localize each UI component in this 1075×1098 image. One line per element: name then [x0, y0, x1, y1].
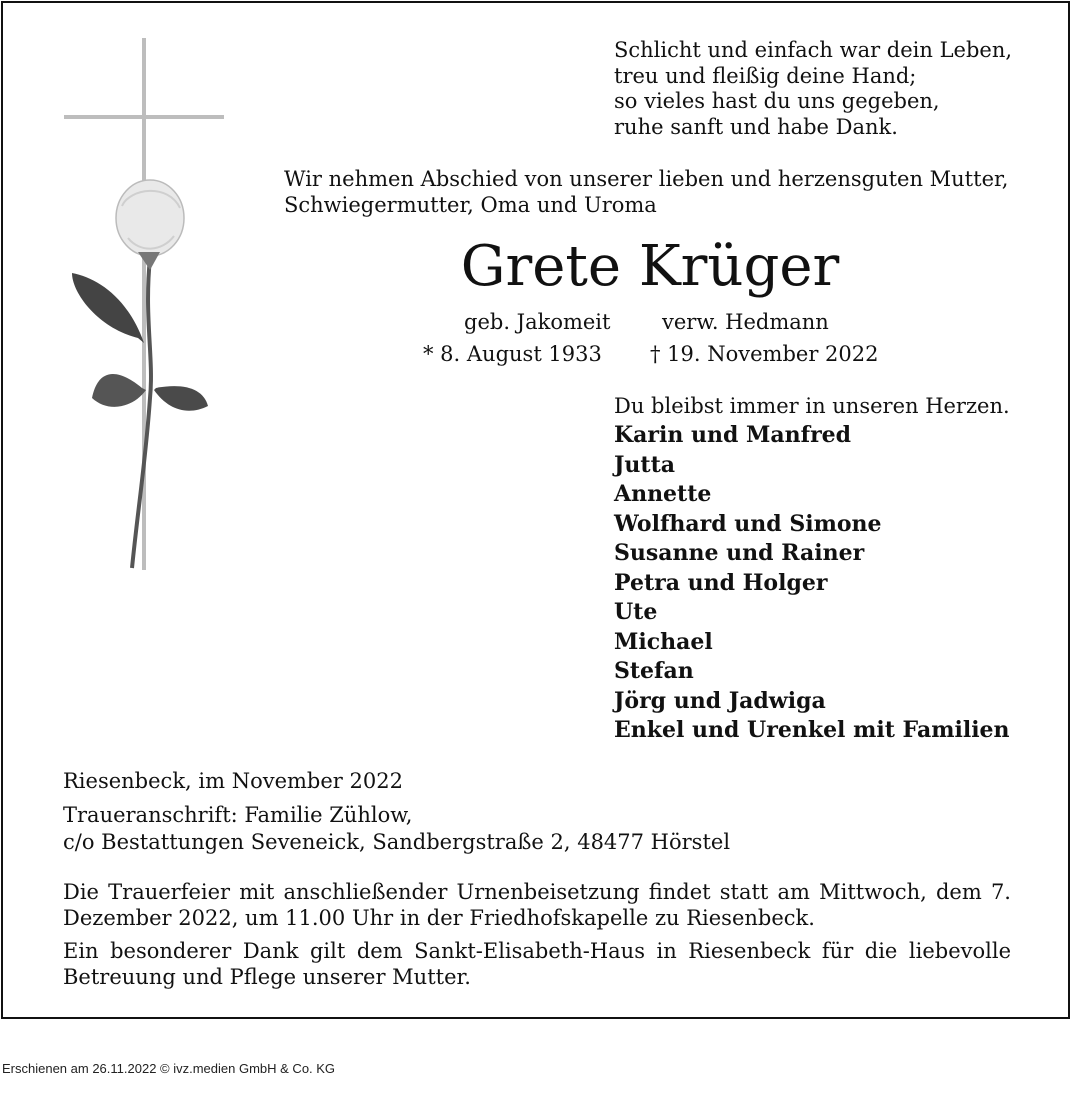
- family-member: Petra und Holger: [614, 569, 828, 596]
- family-signature: [614, 392, 1010, 746]
- family-member: Ute: [614, 599, 658, 625]
- publication-footer: Erschienen am 26.11.2022 © ivz.medien GmbH & Co. KG: [2, 1061, 336, 1076]
- family-member: Wolfhard und Simone: [614, 510, 882, 537]
- family-member: Jutta: [614, 451, 675, 478]
- family-member: Enkel und Urenkel mit Familien: [614, 717, 1010, 743]
- family-member: Susanne und Rainer: [614, 540, 865, 566]
- poem-line: so vieles hast du uns gegeben,: [614, 89, 940, 113]
- cross-with-rose-image: [58, 38, 228, 578]
- address-line: c/o Bestattungen Seveneick, Sandbergstraße 2, 48477 Hörstel: [63, 830, 731, 854]
- birth-date: * 8. August 1933: [423, 342, 602, 366]
- family-lead-line: Du bleibst immer in unseren Herzen.: [614, 394, 1010, 418]
- family-member: Karin und Manfred: [614, 422, 852, 448]
- intro-line: Wir nehmen Abschied von unserer lieben und herzensguten Mutter,: [284, 167, 1009, 191]
- ceremony-notice: Die Trauerfeier mit anschließender Urnenbeisetzung findet statt am Mittwoch, dem 7. Dezember 2022, um 11.00 Uhr in der Friedhofskapelle zu Riesenbeck.: [63, 880, 1011, 930]
- birth-name: geb. Jakomeit: [464, 310, 611, 334]
- poem-line: ruhe sanft und habe Dank.: [614, 114, 898, 139]
- farewell-intro: [284, 166, 1024, 218]
- poem-line: Schlicht und einfach war dein Leben,: [614, 38, 1013, 62]
- family-member: Stefan: [614, 658, 694, 684]
- deceased-name: Grete Krüger: [460, 234, 840, 299]
- place-and-date: Riesenbeck, im November 2022: [63, 769, 403, 793]
- poem-line: treu und fleißig deine Hand;: [614, 63, 917, 88]
- death-date: † 19. November 2022: [650, 342, 879, 366]
- family-member: Annette: [614, 481, 712, 507]
- widowed-name: verw. Hedmann: [662, 310, 829, 334]
- intro-line: Schwiegermutter, Oma und Uroma: [284, 193, 657, 217]
- family-member: Jörg und Jadwiga: [614, 687, 826, 714]
- thanks-notice: Ein besonderer Dank gilt dem Sankt-Elisabeth-Haus in Riesenbeck für die liebevolle Betreuung und Pflege unserer Mutter.: [63, 939, 1011, 989]
- address-line: Traueranschrift: Familie Zühlow,: [63, 803, 413, 827]
- mourning-address: [63, 802, 730, 856]
- poem: [614, 38, 1012, 140]
- family-member: Michael: [614, 628, 713, 655]
